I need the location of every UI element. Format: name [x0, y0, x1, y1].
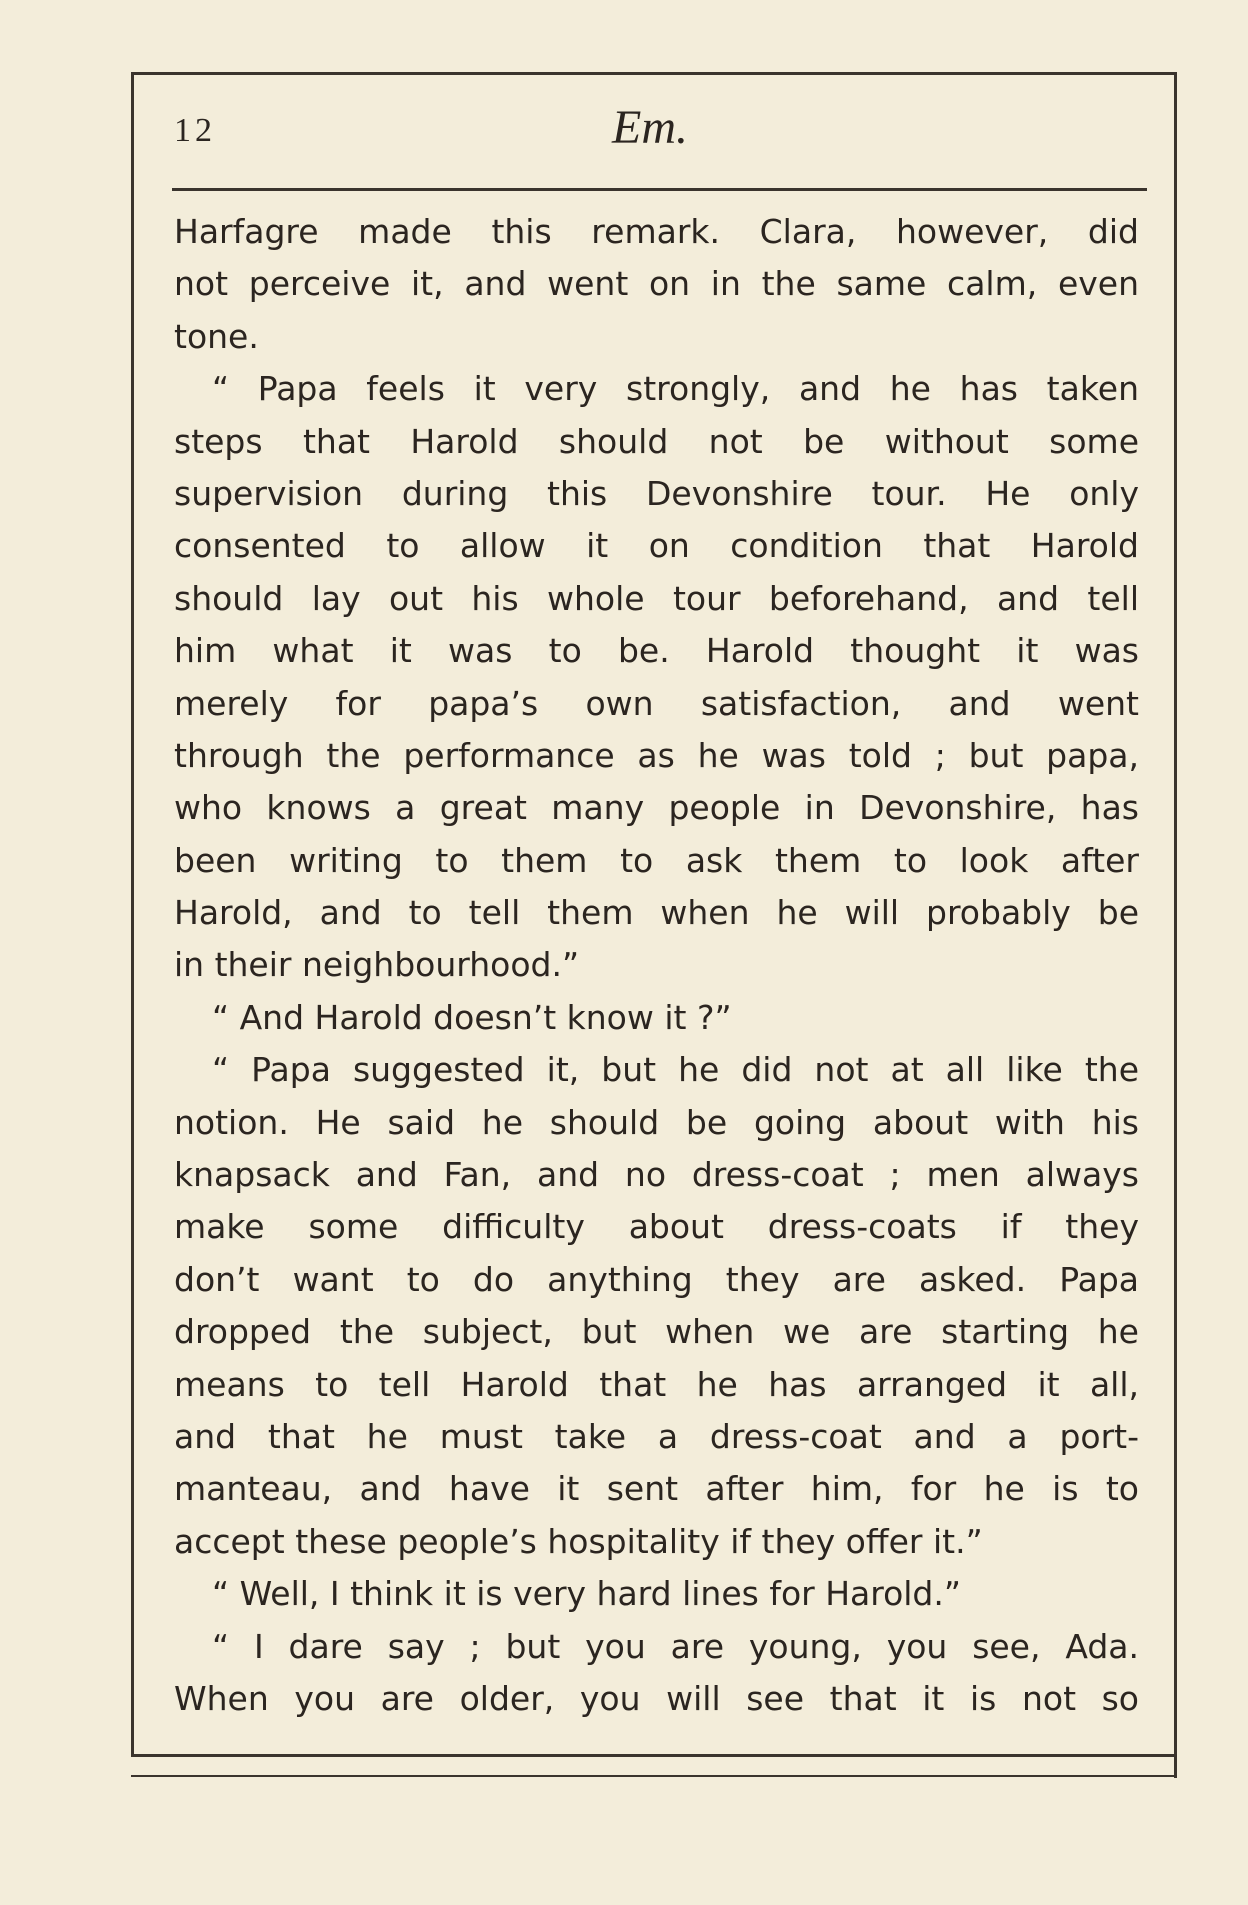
text-line: through the performance as he was told ; but papa, [174, 735, 1139, 775]
text-line: means to tell Harold that he has arranged it all, [174, 1364, 1139, 1404]
text-line: When you are older, you will see that it is not so [174, 1678, 1139, 1718]
text-line: “ I dare say ; but you are young, you see, Ada. [212, 1626, 1139, 1666]
frame-border-right [1174, 72, 1177, 1778]
text-line: notion. He said he should be going about with his [174, 1102, 1139, 1142]
running-head: Em. [612, 101, 688, 154]
text-line: who knows a great many people in Devonshire, has [174, 788, 1139, 828]
text-line: supervision during this Devonshire tour. He only [174, 473, 1139, 513]
text-line: merely for papa’s own satisfaction, and went [174, 683, 1139, 723]
text-line: make some difficulty about dress-coats if they [174, 1207, 1139, 1247]
text-line: “ Well, I think it is very hard lines for Harold.” [212, 1574, 961, 1614]
text-line: been writing to them to ask them to look after [174, 840, 1139, 880]
text-line: him what it was to be. Harold thought it was [174, 631, 1139, 671]
text-line: “ And Harold doesn’t know it ?” [212, 997, 732, 1037]
text-line: should lay out his whole tour beforehand, and tell [174, 578, 1139, 618]
text-line: “ Papa suggested it, but he did not at all like the [212, 1050, 1139, 1090]
text-line: and that he must take a dress-coat and a port- [174, 1416, 1139, 1456]
text-line: not perceive it, and went on in the same calm, even [174, 264, 1139, 304]
frame-border-bottom-outer [131, 1775, 1177, 1777]
text-line: tone. [174, 316, 259, 356]
text-line: knapsack and Fan, and no dress-coat ; men always [174, 1155, 1139, 1195]
page-number: 12 [174, 112, 216, 149]
text-line: don’t want to do anything they are asked. Papa [174, 1259, 1139, 1299]
text-line: consented to allow it on condition that Harold [174, 526, 1139, 566]
frame-border-top [131, 72, 1177, 75]
text-line: in their neighbourhood.” [174, 945, 580, 985]
text-line: “ Papa feels it very strongly, and he has taken [212, 369, 1139, 409]
text-line: Harfagre made this remark. Clara, however, did [174, 212, 1139, 251]
frame-border-bottom [131, 1754, 1177, 1757]
header-rule [172, 188, 1147, 191]
frame-border-left [131, 72, 134, 1756]
text-line: Harold, and to tell them when he will probably be [174, 893, 1139, 933]
text-line: dropped the subject, but when we are starting he [174, 1312, 1139, 1352]
body-text [174, 206, 1139, 1725]
text-line: accept these people’s hospitality if they offer it.” [174, 1521, 983, 1561]
text-line: manteau, and have it sent after him, for he is to [174, 1469, 1139, 1509]
text-line: steps that Harold should not be without some [174, 421, 1139, 461]
